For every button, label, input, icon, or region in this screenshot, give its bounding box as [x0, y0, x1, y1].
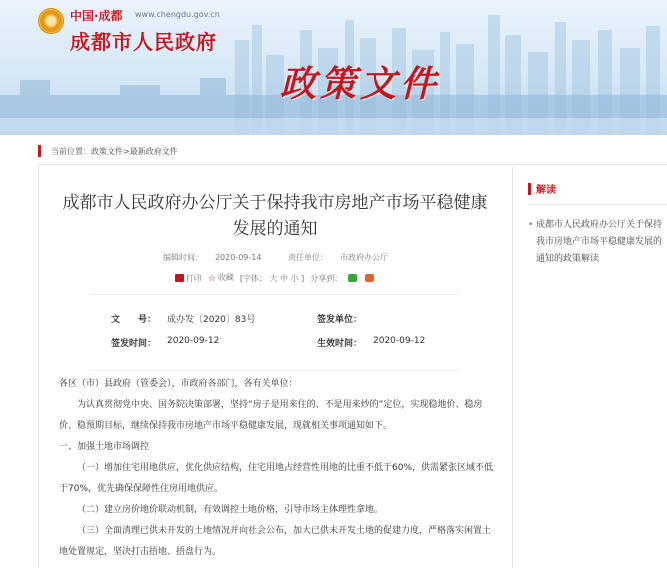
article-title: 成都市人民政府办公厅关于保持我市房地产市场平稳健康发展的通知 [62, 193, 488, 239]
breadcrumb [38, 143, 178, 159]
doc-number-label: 文 号： [111, 315, 157, 325]
issue-time-label: 签发时间： [111, 339, 157, 349]
doc-info-row [111, 312, 471, 336]
article-panel [38, 166, 513, 568]
site-name-logo[interactable]: 成都市人民政府 [70, 30, 217, 54]
section-heading: 一、加强土地市场调控 [59, 442, 150, 452]
clause-paragraph: （三）全面清理已供未开发的土地情况并向社会公布，加大已供未开发土地的促建力度，严格落实闲置土地处置规定，坚决打击捂地、捂盘行为。 [59, 526, 492, 557]
article-body [59, 374, 499, 563]
clause-paragraph: （一）增加住宅用地供应，优化供应结构，住宅用地占经营性用地的比重不低于60%，供需紧张区域不低于70%，优先确保保障性住房用地供应。 [59, 463, 494, 494]
clause-paragraph: （二）建立房价地价联动机制，有效调控土地价格，引导市场主体理性拿地。 [77, 505, 384, 515]
font-suffix: ] [301, 273, 305, 283]
breadcrumb-prefix: 当前位置： [51, 146, 91, 156]
font-large-button[interactable]: 大 [269, 273, 278, 283]
weibo-icon[interactable] [365, 274, 374, 282]
article-tools [39, 272, 512, 284]
breadcrumb-separator: > [123, 146, 130, 156]
doc-number-value: 成办发〔2020〕83号 [167, 315, 256, 325]
sidebar-link-interpretation[interactable]: • 成都市人民政府办公厅关于保持我市房地产市场平稳健康发展的通知的政策解读 [528, 217, 667, 268]
share-label: 分享到： [310, 273, 343, 283]
breadcrumb-link-policy[interactable]: 政策文件 [91, 146, 123, 156]
print-icon [175, 274, 184, 282]
header-banner [0, 0, 667, 135]
issue-time-value: 2020-09-12 [167, 336, 220, 346]
font-size-control [240, 273, 304, 284]
edit-time-value: 2020-09-14 [214, 253, 262, 262]
banner-title: 政策文件 [280, 63, 441, 105]
effective-time-value: 2020-09-12 [373, 336, 426, 346]
site-region-label: 中国·成都 [70, 9, 123, 23]
salutation: 各区（市）县政府（管委会），市政府各部门，各有关单位： [59, 379, 298, 389]
breadcrumb-accent-bar [38, 145, 41, 157]
responsible-unit [282, 253, 394, 262]
print-button[interactable] [175, 273, 202, 284]
doc-info-divider [89, 370, 459, 371]
star-icon: ☆ [207, 274, 216, 284]
breadcrumb-link-latest[interactable]: 最新政府文件 [129, 146, 178, 156]
site-url: www.chengdu.gov.cn [135, 10, 220, 19]
edit-time [157, 253, 270, 262]
responsible-unit-value: 市政府办公厅 [340, 253, 389, 262]
sidebar-accent-bar [528, 183, 531, 195]
favorite-button[interactable] [208, 272, 234, 284]
responsible-unit-label: 责任单位： [288, 253, 329, 262]
print-label: 打印 [185, 273, 202, 283]
wechat-icon[interactable] [348, 274, 357, 282]
sidebar-heading [528, 181, 667, 205]
sidebar-heading-label: 解读 [536, 185, 556, 196]
meta-divider [89, 294, 459, 295]
font-medium-button[interactable]: 中 [280, 273, 289, 283]
font-prefix: [字体： [239, 273, 267, 283]
breadcrumb-divider [38, 164, 667, 165]
effective-time-label: 生效时间： [317, 339, 363, 349]
article-meta [39, 252, 512, 263]
doc-info-row [111, 336, 471, 360]
edit-time-label: 编辑时间： [162, 253, 203, 262]
document-info [111, 312, 471, 360]
intro-paragraph: 为认真贯彻党中央、国务院决策部署，坚持“房子是用来住的、不是用来炒的”定位，实现稳地价、稳房价、稳预期目标，继续保持我市房地产市场平稳健康发展，现就相关事项通知如下。 [59, 400, 483, 431]
favorite-label: 收藏 [217, 273, 234, 282]
emblem-icon[interactable] [38, 8, 64, 34]
issuer-label: 签发单位： [317, 315, 363, 325]
font-small-button[interactable]: 小 [290, 273, 299, 283]
interpretation-sidebar [528, 181, 667, 268]
